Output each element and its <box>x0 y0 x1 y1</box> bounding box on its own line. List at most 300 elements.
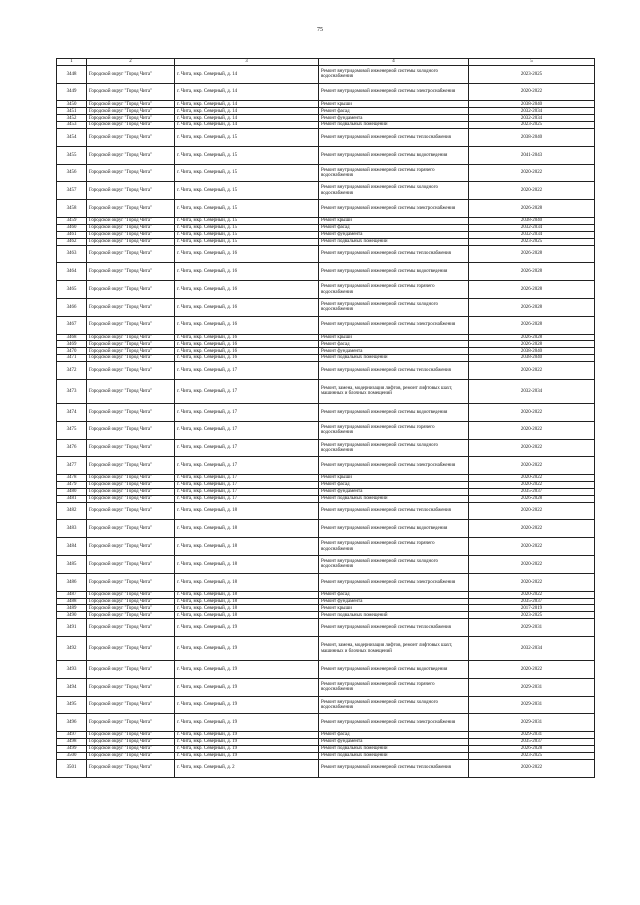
owner-cell: Городской округ "Город Чита" <box>87 224 175 231</box>
row-number-cell: 3486 <box>57 573 87 591</box>
address-cell: г. Чита, мкр. Северный, д. 17 <box>175 362 319 380</box>
period-cell: 2029-2031 <box>469 678 595 696</box>
period-cell: 2020-2022 <box>469 439 595 457</box>
work-type-cell: Ремонт внутридомовой инженерной системы водоотведения <box>319 520 469 538</box>
address-cell: г. Чита, мкр. Северный, д. 18 <box>175 556 319 574</box>
row-number-cell: 3462 <box>57 238 87 245</box>
work-type-cell: Ремонт внутридомовой инженерной системы водоотведения <box>319 263 469 281</box>
row-number-cell: 3477 <box>57 457 87 475</box>
table-body <box>57 65 595 777</box>
work-type-cell: Ремонт внутридомовой инженерной системы холодного водоснабжения <box>319 65 469 83</box>
table-row <box>57 488 595 495</box>
owner-cell: Городской округ "Город Чита" <box>87 457 175 475</box>
period-cell: 2035-2037 <box>469 739 595 746</box>
row-number-cell: 3469 <box>57 341 87 348</box>
address-cell: г. Чита, мкр. Северный, д. 17 <box>175 439 319 457</box>
work-type-cell: Ремонт крыши <box>319 101 469 108</box>
work-type-cell: Ремонт внутридомовой инженерной системы холодного водоснабжения <box>319 439 469 457</box>
work-type-cell: Ремонт подвальных помещений <box>319 122 469 129</box>
owner-cell: Городской округ "Город Чита" <box>87 182 175 200</box>
owner-cell: Городской округ "Город Чита" <box>87 362 175 380</box>
owner-cell: Городской округ "Город Чита" <box>87 739 175 746</box>
table-row <box>57 129 595 147</box>
address-cell: г. Чита, мкр. Северный, д. 15 <box>175 218 319 225</box>
table-row <box>57 421 595 439</box>
address-cell: г. Чита, мкр. Северный, д. 15 <box>175 238 319 245</box>
row-number-cell: 3493 <box>57 661 87 679</box>
work-type-cell: Ремонт крыши <box>319 334 469 341</box>
owner-cell: Городской округ "Город Чита" <box>87 605 175 612</box>
period-cell: 2020-2022 <box>469 421 595 439</box>
address-cell: г. Чита, мкр. Северный, д. 14 <box>175 65 319 83</box>
table-row <box>57 115 595 122</box>
owner-cell: Городской округ "Город Чита" <box>87 83 175 101</box>
row-number-cell: 3489 <box>57 605 87 612</box>
owner-cell: Городской округ "Город Чита" <box>87 714 175 732</box>
table-row <box>57 502 595 520</box>
row-number-cell: 3484 <box>57 538 87 556</box>
owner-cell: Городской округ "Город Чита" <box>87 573 175 591</box>
table-row <box>57 281 595 299</box>
address-cell: г. Чита, мкр. Северный, д. 18 <box>175 605 319 612</box>
table-row <box>57 475 595 482</box>
table-row <box>57 108 595 115</box>
period-cell: 2020-2022 <box>469 362 595 380</box>
table-row <box>57 637 595 661</box>
period-cell: 2035-2037 <box>469 488 595 495</box>
owner-cell: Городской округ "Город Чита" <box>87 752 175 759</box>
row-number-cell: 3460 <box>57 224 87 231</box>
table-row <box>57 341 595 348</box>
work-type-cell: Ремонт фундамента <box>319 231 469 238</box>
work-type-cell: Ремонт фасад <box>319 108 469 115</box>
table-row <box>57 678 595 696</box>
period-cell: 2020-2022 <box>469 520 595 538</box>
work-type-cell: Ремонт внутридомовой инженерной системы электроснабжения <box>319 200 469 218</box>
page-number: 75 <box>317 27 323 33</box>
work-type-cell: Ремонт фундамента <box>319 598 469 605</box>
period-cell: 2020-2022 <box>469 475 595 482</box>
period-cell: 2038-2040 <box>469 129 595 147</box>
row-number-cell: 3451 <box>57 108 87 115</box>
owner-cell: Городской округ "Город Чита" <box>87 122 175 129</box>
owner-cell: Городской округ "Город Чита" <box>87 129 175 147</box>
work-type-cell: Ремонт подвальных помещений <box>319 238 469 245</box>
address-cell: г. Чита, мкр. Северный, д. 17 <box>175 495 319 502</box>
address-cell: г. Чита, мкр. Северный, д. 16 <box>175 341 319 348</box>
period-cell: 2020-2022 <box>469 759 595 777</box>
table-row <box>57 362 595 380</box>
work-type-cell: Ремонт подвальных помещений <box>319 746 469 753</box>
work-type-cell: Ремонт внутридомовой инженерной системы теплоснабжения <box>319 129 469 147</box>
table-row <box>57 231 595 238</box>
work-type-cell: Ремонт фасад <box>319 591 469 598</box>
table-row <box>57 661 595 679</box>
address-cell: г. Чита, мкр. Северный, д. 19 <box>175 752 319 759</box>
row-number-cell: 3495 <box>57 696 87 714</box>
work-type-cell: Ремонт внутридомовой инженерной системы электроснабжения <box>319 714 469 732</box>
address-cell: г. Чита, мкр. Северный, д. 16 <box>175 281 319 299</box>
owner-cell: Городской округ "Город Чита" <box>87 245 175 263</box>
table-row <box>57 263 595 281</box>
owner-cell: Городской округ "Город Чита" <box>87 348 175 355</box>
address-cell: г. Чита, мкр. Северный, д. 18 <box>175 573 319 591</box>
work-type-cell: Ремонт подвальных помещений <box>319 752 469 759</box>
row-number-cell: 3475 <box>57 421 87 439</box>
period-cell: 2032-2034 <box>469 231 595 238</box>
table-row <box>57 591 595 598</box>
address-cell: г. Чита, мкр. Северный, д. 19 <box>175 746 319 753</box>
row-number-cell: 3476 <box>57 439 87 457</box>
owner-cell: Городской округ "Город Чита" <box>87 612 175 619</box>
table-row <box>57 355 595 362</box>
address-cell: г. Чита, мкр. Северный, д. 17 <box>175 475 319 482</box>
period-cell: 2023-2025 <box>469 752 595 759</box>
address-cell: г. Чита, мкр. Северный, д. 14 <box>175 122 319 129</box>
period-cell: 2032-2034 <box>469 637 595 661</box>
table-row <box>57 245 595 263</box>
table-row <box>57 122 595 129</box>
address-cell: г. Чита, мкр. Северный, д. 17 <box>175 488 319 495</box>
owner-cell: Городской округ "Город Чита" <box>87 164 175 182</box>
period-cell: 2020-2022 <box>469 83 595 101</box>
owner-cell: Городской округ "Город Чита" <box>87 520 175 538</box>
row-number-cell: 3454 <box>57 129 87 147</box>
period-cell: 2032-2034 <box>469 115 595 122</box>
period-cell: 2032-2034 <box>469 224 595 231</box>
work-type-cell: Ремонт внутридомовой инженерной системы холодного водоснабжения <box>319 298 469 316</box>
period-cell: 2038-2040 <box>469 348 595 355</box>
row-number-cell: 3501 <box>57 759 87 777</box>
table-header <box>57 59 595 66</box>
period-cell: 2023-2025 <box>469 612 595 619</box>
table-row <box>57 538 595 556</box>
owner-cell: Городской округ "Город Чита" <box>87 495 175 502</box>
owner-cell: Городской округ "Город Чита" <box>87 475 175 482</box>
period-cell: 2026-2028 <box>469 245 595 263</box>
period-cell: 2023-2025 <box>469 238 595 245</box>
work-type-cell: Ремонт внутридомовой инженерной системы холодного водоснабжения <box>319 182 469 200</box>
table-row <box>57 379 595 403</box>
address-cell: г. Чита, мкр. Северный, д. 16 <box>175 298 319 316</box>
work-type-cell: Ремонт внутридомовой инженерной системы водоотведения <box>319 661 469 679</box>
column-header: 2 <box>87 59 175 66</box>
owner-cell: Городской округ "Город Чита" <box>87 482 175 489</box>
period-cell: 2020-2022 <box>469 556 595 574</box>
period-cell: 2020-2022 <box>469 164 595 182</box>
row-number-cell: 3452 <box>57 115 87 122</box>
period-cell: 2035-2037 <box>469 598 595 605</box>
table-row <box>57 348 595 355</box>
period-cell: 2020-2022 <box>469 502 595 520</box>
owner-cell: Городской округ "Город Чита" <box>87 115 175 122</box>
owner-cell: Городской округ "Город Чита" <box>87 200 175 218</box>
owner-cell: Городской округ "Город Чита" <box>87 598 175 605</box>
row-number-cell: 3491 <box>57 619 87 637</box>
owner-cell: Городской округ "Город Чита" <box>87 619 175 637</box>
address-cell: г. Чита, мкр. Северный, д. 19 <box>175 637 319 661</box>
capital-repair-table <box>56 58 595 778</box>
period-cell: 2020-2022 <box>469 573 595 591</box>
work-type-cell: Ремонт внутридомовой инженерной системы теплоснабжения <box>319 619 469 637</box>
address-cell: г. Чита, мкр. Северный, д. 14 <box>175 115 319 122</box>
row-number-cell: 3457 <box>57 182 87 200</box>
owner-cell: Городской округ "Город Чита" <box>87 678 175 696</box>
row-number-cell: 3461 <box>57 231 87 238</box>
period-cell: 2038-2040 <box>469 101 595 108</box>
address-cell: г. Чита, мкр. Северный, д. 19 <box>175 696 319 714</box>
owner-cell: Городской округ "Город Чита" <box>87 403 175 421</box>
work-type-cell: Ремонт внутридомовой инженерной системы горячего водоснабжения <box>319 678 469 696</box>
owner-cell: Городской округ "Город Чита" <box>87 108 175 115</box>
row-number-cell: 3479 <box>57 482 87 489</box>
address-cell: г. Чита, мкр. Северный, д. 15 <box>175 146 319 164</box>
row-number-cell: 3448 <box>57 65 87 83</box>
address-cell: г. Чита, мкр. Северный, д. 18 <box>175 598 319 605</box>
period-cell: 2041-2043 <box>469 146 595 164</box>
owner-cell: Городской округ "Город Чита" <box>87 421 175 439</box>
address-cell: г. Чита, мкр. Северный, д. 19 <box>175 619 319 637</box>
row-number-cell: 3492 <box>57 637 87 661</box>
period-cell: 2026-2028 <box>469 200 595 218</box>
address-cell: г. Чита, мкр. Северный, д. 18 <box>175 612 319 619</box>
row-number-cell: 3463 <box>57 245 87 263</box>
table-row <box>57 224 595 231</box>
column-header: 1 <box>57 59 87 66</box>
address-cell: г. Чита, мкр. Северный, д. 15 <box>175 129 319 147</box>
table-row <box>57 83 595 101</box>
table-row <box>57 334 595 341</box>
owner-cell: Городской округ "Город Чита" <box>87 538 175 556</box>
work-type-cell: Ремонт крыши <box>319 218 469 225</box>
table-row <box>57 619 595 637</box>
period-cell: 2020-2022 <box>469 538 595 556</box>
work-type-cell: Ремонт фасад <box>319 224 469 231</box>
period-cell: 2026-2028 <box>469 341 595 348</box>
owner-cell: Городской округ "Город Чита" <box>87 591 175 598</box>
work-type-cell: Ремонт внутридомовой инженерной системы холодного водоснабжения <box>319 696 469 714</box>
row-number-cell: 3468 <box>57 334 87 341</box>
row-number-cell: 3480 <box>57 488 87 495</box>
address-cell: г. Чита, мкр. Северный, д. 15 <box>175 200 319 218</box>
row-number-cell: 3466 <box>57 298 87 316</box>
work-type-cell: Ремонт крыши <box>319 605 469 612</box>
address-cell: г. Чита, мкр. Северный, д. 15 <box>175 182 319 200</box>
owner-cell: Городской округ "Город Чита" <box>87 439 175 457</box>
owner-cell: Городской округ "Город Чита" <box>87 334 175 341</box>
table-row <box>57 573 595 591</box>
period-cell: 2026-2028 <box>469 281 595 299</box>
owner-cell: Городской округ "Город Чита" <box>87 263 175 281</box>
row-number-cell: 3481 <box>57 495 87 502</box>
table-row <box>57 696 595 714</box>
owner-cell: Городской округ "Город Чита" <box>87 696 175 714</box>
owner-cell: Городской округ "Город Чита" <box>87 746 175 753</box>
work-type-cell: Ремонт фундамента <box>319 348 469 355</box>
period-cell: 2020-2022 <box>469 661 595 679</box>
work-type-cell: Ремонт внутридомовой инженерной системы электроснабжения <box>319 457 469 475</box>
address-cell: г. Чита, мкр. Северный, д. 14 <box>175 83 319 101</box>
table-row <box>57 316 595 334</box>
address-cell: г. Чита, мкр. Северный, д. 16 <box>175 263 319 281</box>
table-row <box>57 146 595 164</box>
table-row <box>57 164 595 182</box>
address-cell: г. Чита, мкр. Северный, д. 16 <box>175 355 319 362</box>
row-number-cell: 3458 <box>57 200 87 218</box>
owner-cell: Городской округ "Город Чита" <box>87 281 175 299</box>
table-row <box>57 759 595 777</box>
row-number-cell: 3498 <box>57 739 87 746</box>
work-type-cell: Ремонт внутридомовой инженерной системы холодного водоснабжения <box>319 556 469 574</box>
work-type-cell: Ремонт крыши <box>319 475 469 482</box>
address-cell: г. Чита, мкр. Северный, д. 19 <box>175 739 319 746</box>
period-cell: 2026-2028 <box>469 316 595 334</box>
row-number-cell: 3449 <box>57 83 87 101</box>
row-number-cell: 3453 <box>57 122 87 129</box>
owner-cell: Городской округ "Город Чита" <box>87 488 175 495</box>
period-cell: 2020-2022 <box>469 457 595 475</box>
table-row <box>57 457 595 475</box>
period-cell: 2020-2022 <box>469 482 595 489</box>
row-number-cell: 3459 <box>57 218 87 225</box>
work-type-cell: Ремонт, замена, модернизация лифтов, ремонт лифтовых шахт, машинных и блочных помещений <box>319 637 469 661</box>
table-row <box>57 200 595 218</box>
row-number-cell: 3470 <box>57 348 87 355</box>
row-number-cell: 3485 <box>57 556 87 574</box>
table-row <box>57 739 595 746</box>
address-cell: г. Чита, мкр. Северный, д. 18 <box>175 538 319 556</box>
table-row <box>57 482 595 489</box>
owner-cell: Городской округ "Город Чита" <box>87 101 175 108</box>
row-number-cell: 3465 <box>57 281 87 299</box>
header-row <box>57 59 595 66</box>
period-cell: 2029-2031 <box>469 619 595 637</box>
owner-cell: Городской округ "Город Чита" <box>87 732 175 739</box>
address-cell: г. Чита, мкр. Северный, д. 17 <box>175 379 319 403</box>
owner-cell: Городской округ "Город Чита" <box>87 298 175 316</box>
period-cell: 2020-2022 <box>469 182 595 200</box>
row-number-cell: 3497 <box>57 732 87 739</box>
work-type-cell: Ремонт внутридомовой инженерной системы электроснабжения <box>319 573 469 591</box>
work-type-cell: Ремонт фасад <box>319 482 469 489</box>
row-number-cell: 3494 <box>57 678 87 696</box>
row-number-cell: 3483 <box>57 520 87 538</box>
owner-cell: Городской округ "Город Чита" <box>87 637 175 661</box>
work-type-cell: Ремонт фасад <box>319 341 469 348</box>
owner-cell: Городской округ "Город Чита" <box>87 231 175 238</box>
work-type-cell: Ремонт, замена, модернизация лифтов, ремонт лифтовых шахт, машинных и блочных помещений <box>319 379 469 403</box>
owner-cell: Городской округ "Город Чита" <box>87 355 175 362</box>
row-number-cell: 3472 <box>57 362 87 380</box>
owner-cell: Городской округ "Город Чита" <box>87 502 175 520</box>
table-row <box>57 556 595 574</box>
work-type-cell: Ремонт фундамента <box>319 739 469 746</box>
row-number-cell: 3464 <box>57 263 87 281</box>
owner-cell: Городской округ "Город Чита" <box>87 556 175 574</box>
row-number-cell: 3490 <box>57 612 87 619</box>
row-number-cell: 3499 <box>57 746 87 753</box>
row-number-cell: 3455 <box>57 146 87 164</box>
address-cell: г. Чита, мкр. Северный, д. 18 <box>175 520 319 538</box>
row-number-cell: 3471 <box>57 355 87 362</box>
work-type-cell: Ремонт внутридомовой инженерной системы теплоснабжения <box>319 362 469 380</box>
table-row <box>57 520 595 538</box>
period-cell: 2029-2031 <box>469 714 595 732</box>
owner-cell: Городской округ "Город Чита" <box>87 759 175 777</box>
table-row <box>57 403 595 421</box>
owner-cell: Городской округ "Город Чита" <box>87 379 175 403</box>
address-cell: г. Чита, мкр. Северный, д. 17 <box>175 421 319 439</box>
row-number-cell: 3450 <box>57 101 87 108</box>
row-number-cell: 3487 <box>57 591 87 598</box>
owner-cell: Городской округ "Город Чита" <box>87 218 175 225</box>
address-cell: г. Чита, мкр. Северный, д. 18 <box>175 502 319 520</box>
work-type-cell: Ремонт подвальных помещений <box>319 612 469 619</box>
period-cell: 2023-2025 <box>469 122 595 129</box>
address-cell: г. Чита, мкр. Северный, д. 19 <box>175 678 319 696</box>
owner-cell: Городской округ "Город Чита" <box>87 316 175 334</box>
period-cell: 2026-2028 <box>469 298 595 316</box>
table-row <box>57 218 595 225</box>
address-cell: г. Чита, мкр. Северный, д. 15 <box>175 224 319 231</box>
work-type-cell: Ремонт фундамента <box>319 488 469 495</box>
column-header: 5 <box>469 59 595 66</box>
work-type-cell: Ремонт внутридомовой инженерной системы горячего водоснабжения <box>319 538 469 556</box>
table-row <box>57 598 595 605</box>
period-cell: 2026-2028 <box>469 334 595 341</box>
address-cell: г. Чита, мкр. Северный, д. 16 <box>175 334 319 341</box>
row-number-cell: 3474 <box>57 403 87 421</box>
work-type-cell: Ремонт внутридомовой инженерной системы теплоснабжения <box>319 245 469 263</box>
table-row <box>57 238 595 245</box>
owner-cell: Городской округ "Город Чита" <box>87 341 175 348</box>
row-number-cell: 3456 <box>57 164 87 182</box>
period-cell: 2023-2025 <box>469 65 595 83</box>
period-cell: 2032-2034 <box>469 379 595 403</box>
row-number-cell: 3467 <box>57 316 87 334</box>
work-type-cell: Ремонт внутридомовой инженерной системы электроснабжения <box>319 83 469 101</box>
table-row <box>57 182 595 200</box>
address-cell: г. Чита, мкр. Северный, д. 19 <box>175 732 319 739</box>
column-header: 4 <box>319 59 469 66</box>
work-type-cell: Ремонт внутридомовой инженерной системы горячего водоснабжения <box>319 281 469 299</box>
owner-cell: Городской округ "Город Чита" <box>87 65 175 83</box>
row-number-cell: 3473 <box>57 379 87 403</box>
address-cell: г. Чита, мкр. Северный, д. 14 <box>175 108 319 115</box>
work-type-cell: Ремонт фундамента <box>319 115 469 122</box>
work-type-cell: Ремонт внутридомовой инженерной системы электроснабжения <box>319 316 469 334</box>
work-type-cell: Ремонт подвальных помещений <box>319 355 469 362</box>
period-cell: 2029-2031 <box>469 696 595 714</box>
address-cell: г. Чита, мкр. Северный, д. 15 <box>175 164 319 182</box>
table-row <box>57 298 595 316</box>
address-cell: г. Чита, мкр. Северный, д. 19 <box>175 714 319 732</box>
address-cell: г. Чита, мкр. Северный, д. 16 <box>175 348 319 355</box>
period-cell: 2026-2028 <box>469 495 595 502</box>
row-number-cell: 3500 <box>57 752 87 759</box>
table-row <box>57 101 595 108</box>
address-cell: г. Чита, мкр. Северный, д. 16 <box>175 245 319 263</box>
work-type-cell: Ремонт внутридомовой инженерной системы горячего водоснабжения <box>319 164 469 182</box>
table-row <box>57 732 595 739</box>
owner-cell: Городской округ "Город Чита" <box>87 238 175 245</box>
owner-cell: Городской округ "Город Чита" <box>87 146 175 164</box>
address-cell: г. Чита, мкр. Северный, д. 15 <box>175 231 319 238</box>
row-number-cell: 3496 <box>57 714 87 732</box>
period-cell: 2020-2022 <box>469 591 595 598</box>
period-cell: 2017-2019 <box>469 605 595 612</box>
work-type-cell: Ремонт внутридомовой инженерной системы теплоснабжения <box>319 759 469 777</box>
